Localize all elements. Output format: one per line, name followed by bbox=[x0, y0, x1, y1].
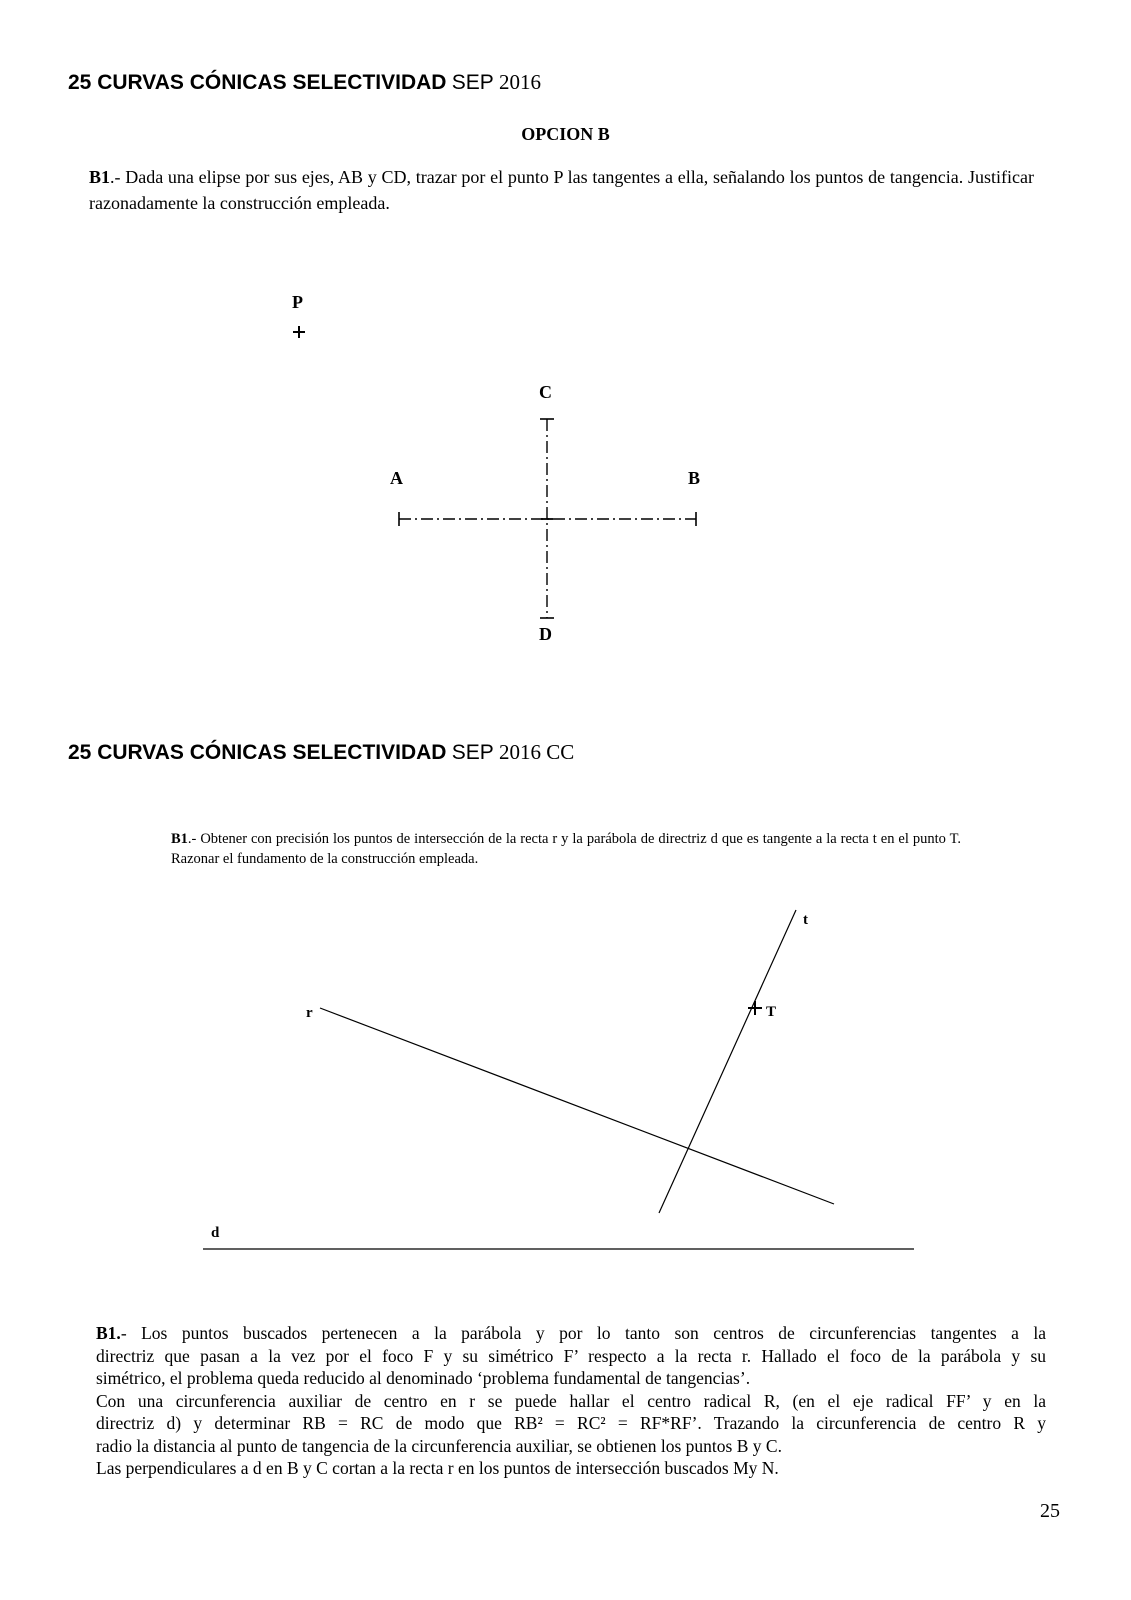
solution-line: B1.- Los puntos buscados pertenecen a la parábola y por lo tanto son centros de circunferencias tangentes a la bbox=[96, 1323, 1046, 1343]
problem-code: B1 bbox=[171, 831, 188, 847]
solution-line: simétrico, el problema queda reducido al denominado ‘problema fundamental de tangencias’. bbox=[96, 1368, 751, 1388]
solution-line: radio la distancia al punto de tangencia de la circunferencia auxiliar, se obtienen los puntos B y C. bbox=[96, 1435, 782, 1456]
heading-year: 2016 CC bbox=[498, 740, 575, 764]
heading-title: 25 CURVAS CÓNICAS SELECTIVIDAD bbox=[68, 71, 447, 94]
solution-paragraph bbox=[96, 1322, 1046, 1480]
directrix-d-label: d bbox=[211, 1225, 220, 1241]
page-number: 25 bbox=[1040, 1500, 1060, 1522]
problem-text: .- Obtener con precisión los puntos de intersección de la recta r y la parábola de directriz d que es tangente a la recta t en el punto T. Razonar el fundamento de la construcción empleada. bbox=[171, 831, 961, 867]
line-r bbox=[320, 1008, 834, 1204]
solution-line: directriz d) y determinar RB = RC de modo que RB² = RC² = RF*RF’. Trazando la circunferencia de centro R y bbox=[96, 1413, 1046, 1433]
point-b-label: B bbox=[688, 468, 701, 488]
point-t-label: T bbox=[766, 1004, 777, 1020]
point-p-label: P bbox=[292, 292, 303, 312]
point-c-label: C bbox=[539, 382, 552, 402]
option-title: OPCION B bbox=[521, 124, 610, 144]
point-a-label: A bbox=[390, 468, 403, 488]
solution-line: Las perpendiculares a d en B y C cortan a la recta r en los puntos de intersección buscados My N. bbox=[96, 1458, 779, 1478]
line-t-label: t bbox=[803, 912, 808, 928]
solution-code: B1. bbox=[96, 1323, 121, 1343]
solution-line: Con una circunferencia auxiliar de centro en r se puede hallar el centro radical R, (en el eje radical FF’ y en la bbox=[96, 1390, 1046, 1411]
heading-year: 2016 bbox=[498, 70, 541, 94]
line-t bbox=[659, 910, 796, 1213]
line-r-label: r bbox=[306, 1005, 313, 1021]
point-d-label: D bbox=[539, 624, 552, 644]
solution-line: directriz que pasan a la vez por el foco F y su simétrico F’ respecto a la recta r. Hallado el foco de la parábola y su bbox=[96, 1345, 1046, 1366]
heading-session: SEP bbox=[451, 741, 494, 764]
problem-text: .- Dada una elipse por sus ejes, AB y CD, trazar por el punto P las tangentes a ella, señalando los puntos de tangencia. Justificar razonadamente la construcción empleada. bbox=[89, 167, 1034, 213]
heading-session: SEP bbox=[451, 71, 494, 94]
heading-title: 25 CURVAS CÓNICAS SELECTIVIDAD bbox=[68, 741, 447, 764]
problem-code: B1 bbox=[89, 167, 111, 187]
